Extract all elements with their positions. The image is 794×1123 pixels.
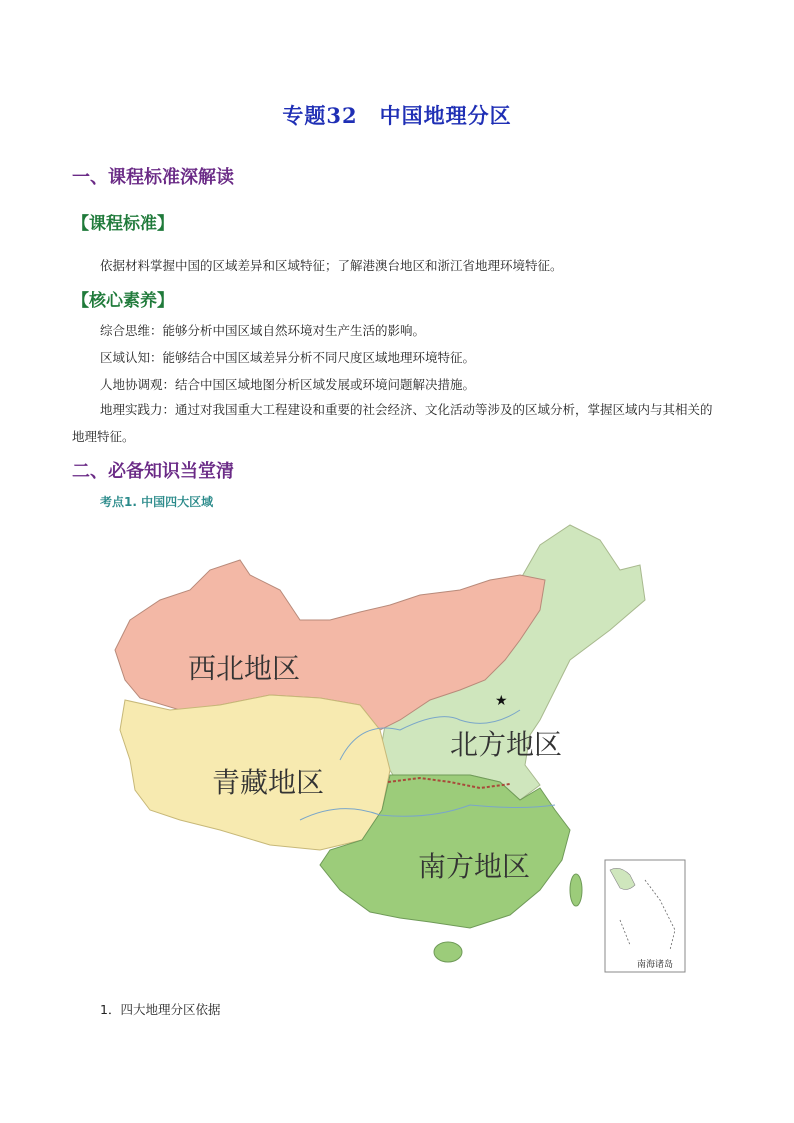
hainan-island [434, 942, 462, 962]
literacy-heading: 【核心素养】 [72, 291, 174, 311]
section-heading-2: 二、必备知识当堂清 [72, 461, 234, 482]
numbered-item-1: 1．四大地理分区依据 [100, 1002, 221, 1017]
taiwan-island [570, 874, 582, 906]
kaodian-label: 考点1. 中国四大区域 [100, 495, 214, 509]
page-title: 专题32 中国地理分区 [282, 103, 512, 128]
label-south: 南方地区 [418, 850, 531, 883]
label-qingzang: 青藏地区 [212, 766, 325, 799]
literacy-line-3: 人地协调观：结合中国区域地图分析区域发展或环境问题解决措施。 [100, 377, 476, 392]
literacy-line-2: 区域认知：能够结合中国区域差异分析不同尺度区域地理环境特征。 [100, 350, 476, 365]
label-north: 北方地区 [450, 728, 563, 761]
section-heading-1: 一、课程标准深解读 [72, 167, 234, 188]
curriculum-heading: 【课程标准】 [72, 214, 174, 234]
label-northwest: 西北地区 [188, 652, 301, 685]
china-regions-map [100, 520, 690, 980]
literacy-line-4: 地理实践力：通过对我国重大工程建设和重要的社会经济、文化活动等涉及的区域分析，掌握区域内与其相关的地理特征。 [72, 402, 713, 444]
literacy-line-1: 综合思维：能够分析中国区域自然环境对生产生活的影响。 [100, 323, 426, 338]
capital-star-icon: ★ [495, 693, 508, 709]
inset-label: 南海诸岛 [637, 960, 674, 970]
curriculum-text: 依据材料掌握中国的区域差异和区域特征；了解港澳台地区和浙江省地理环境特征。 [100, 258, 563, 273]
